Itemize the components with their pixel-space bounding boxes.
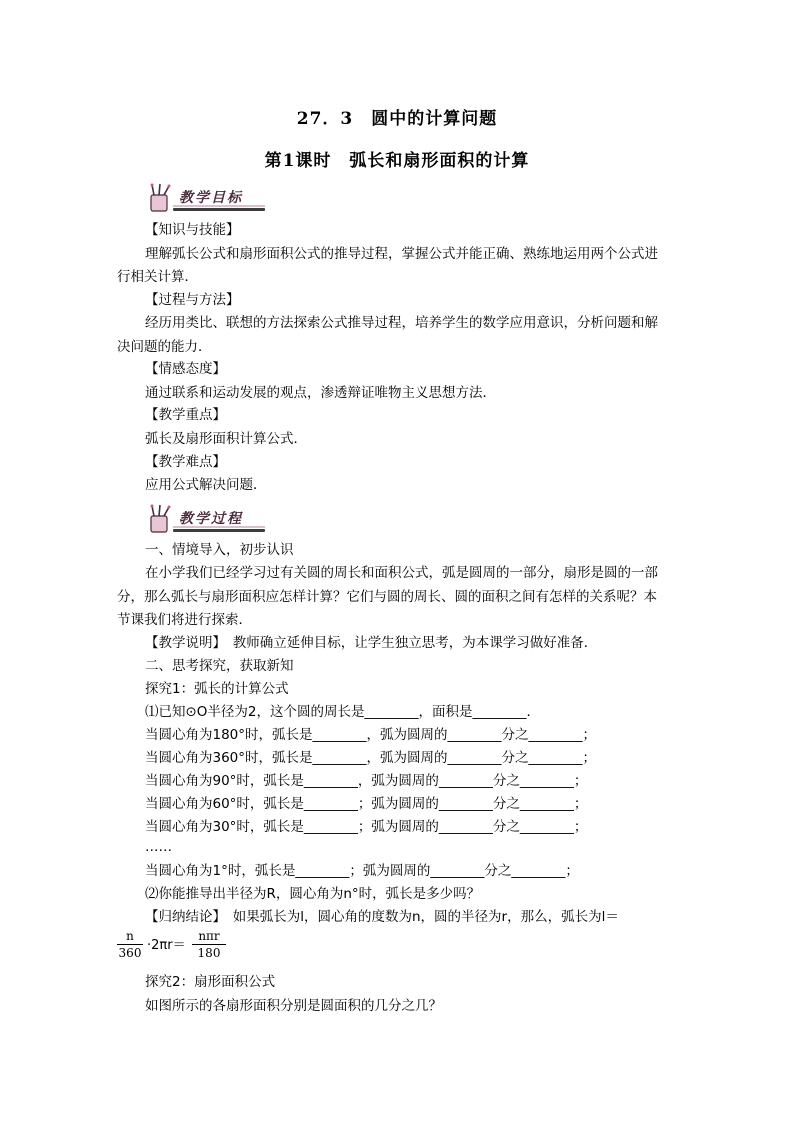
knowledge-text-1: 理解弧长公式和扇形面积公式的推导过程，掌握公式并能正确、熟练地运用两个公式进: [145, 246, 658, 262]
process-text-2: 决问题的能力．: [117, 339, 212, 355]
angle-1-line: 当圆心角为1°时，弧长是________；弧为圆周的________分之________；: [145, 863, 579, 879]
fraction-npir-over-180: [192, 928, 226, 961]
teaching-note: 【教学说明】 教师确立延伸目标，让学生独立思考，为本课学习做好准备．: [145, 635, 598, 651]
question-3: 如图所示的各扇形面积分别是圆面积的几分之几？: [145, 998, 442, 1014]
badge-underline: [173, 208, 265, 211]
question-2: ⑵你能推导出半径为R，圆心角为n°时，弧长是多少吗？: [145, 886, 481, 902]
attitude-heading: 【情感态度】: [145, 361, 226, 377]
process-badge: [145, 504, 270, 534]
explore1-heading: 探究1：弧长的计算公式: [145, 681, 289, 697]
part2-heading: 二、思考探究，获取新知: [145, 658, 294, 674]
badge-underline: [173, 529, 265, 532]
angle-60-line: 当圆心角为60°时，弧长是________；弧为圆周的________分之________；: [145, 796, 588, 812]
process-label: 教学过程: [179, 511, 243, 527]
ellipsis: ……: [145, 839, 172, 855]
lesson-title: 27．3 圆中的计算问题: [296, 109, 498, 129]
question-1: ⑴已知⊙O半径为2，这个圆的周长是________，面积是________．: [145, 704, 541, 720]
angle-360-line: 当圆心角为360°时，弧长是________，弧为圆周的________分之________；: [145, 750, 597, 766]
part1-heading: 一、情境导入，初步认识: [145, 542, 294, 558]
part1-text-2: 分，那么弧长与扇形面积应怎样计算？它们与圆的周长、圆的面积之间有怎样的关系呢？本: [117, 589, 657, 605]
difficult-heading: 【教学难点】: [145, 454, 226, 470]
angle-180-line: 当圆心角为180°时，弧长是________，弧为圆周的________分之________；: [145, 727, 597, 743]
knowledge-heading: 【知识与技能】: [145, 222, 240, 238]
objectives-badge: [145, 183, 270, 213]
fraction-denominator: 360: [118, 946, 142, 960]
key-text: 弧长及扇形面积计算公式．: [145, 431, 307, 447]
key-heading: 【教学重点】: [145, 407, 226, 423]
explore2-heading: 探究2：扇形面积公式: [145, 974, 276, 990]
fraction-denominator: 180: [197, 946, 221, 960]
part1-text-1: 在小学我们已经学习过有关圆的周长和面积公式，弧是圆周的一部分，扇形是圆的一部: [145, 565, 658, 581]
attitude-text: 通过联系和运动发展的观点，渗透辩证唯物主义思想方法．: [145, 385, 496, 401]
formula-middle: ·2πr＝: [147, 938, 186, 953]
difficult-text: 应用公式解决问题．: [145, 477, 267, 493]
fraction-n-over-360: [117, 928, 143, 961]
lesson-subtitle: 第1课时 弧长和扇形面积的计算: [264, 151, 530, 171]
process-text-1: 经历用类比、联想的方法探索公式推导过程，培养学生的数学应用意识，分析问题和解: [145, 315, 658, 331]
part1-text-3: 节课我们将进行探索．: [117, 612, 252, 628]
fraction-numerator: nπr: [198, 929, 220, 943]
angle-30-line: 当圆心角为30°时，弧长是________；弧为圆周的________分之________；: [145, 819, 588, 835]
knowledge-text-2: 行相关计算．: [117, 269, 198, 285]
objectives-label: 教学目标: [179, 190, 243, 206]
fraction-numerator: n: [126, 929, 134, 943]
angle-90-line: 当圆心角为90°时，弧长是________，弧为圆周的________分之________；: [145, 773, 588, 789]
process-heading: 【过程与方法】: [145, 292, 240, 308]
conclusion-text: 【归纳结论】 如果弧长为l，圆心角的度数为n，圆的半径为r，那么，弧长为l＝: [145, 909, 619, 925]
